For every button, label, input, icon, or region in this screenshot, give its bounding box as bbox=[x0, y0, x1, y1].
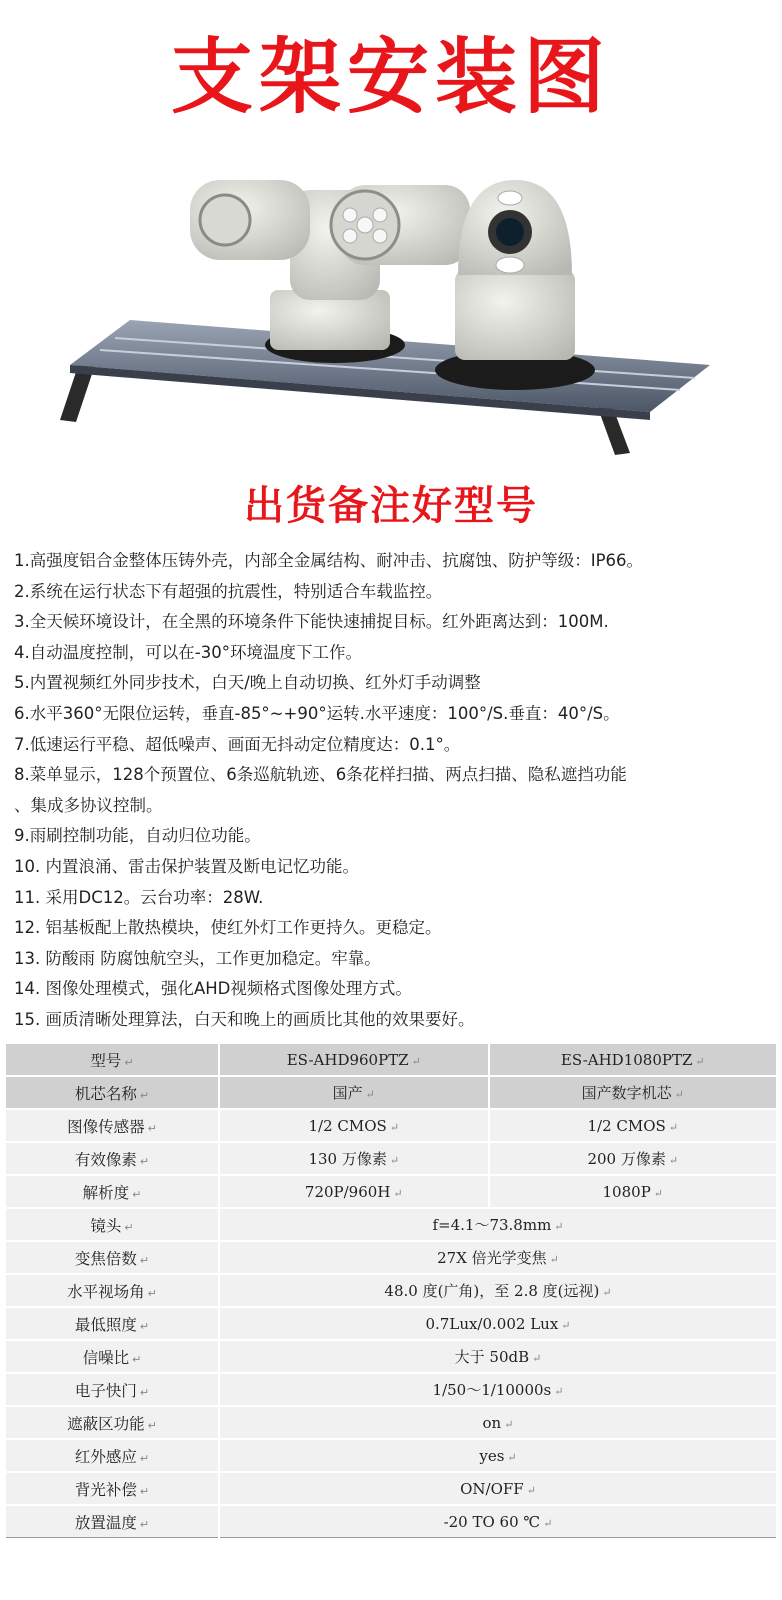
feature-list bbox=[14, 546, 774, 1036]
feature-item: 3.全天候环境设计，在全黑的环境条件下能快速捕捉目标。红外距离达到：100M. bbox=[14, 612, 609, 632]
spec-value: 48.0 度(广角)，至 2.8 度(远视) ↵ bbox=[219, 1274, 777, 1307]
table-row bbox=[5, 1340, 777, 1373]
feature-item: 6.水平360°无限位运转，垂直-85°~+90°运转.水平速度：100°/S.垂直：40°/S。 bbox=[14, 703, 620, 723]
spec-label: 电子快门 ↵ bbox=[5, 1373, 219, 1406]
spec-label: 解析度 ↵ bbox=[5, 1175, 219, 1208]
table-row bbox=[5, 1076, 777, 1109]
spec-label: 机芯名称 ↵ bbox=[5, 1076, 219, 1109]
feature-item: 2.系统在运行状态下有超强的抗震性，特别适合车载监控。 bbox=[14, 581, 443, 601]
spec-value: 0.7Lux/0.002 Lux ↵ bbox=[219, 1307, 777, 1340]
spec-value-model-b: 200 万像素 ↵ bbox=[489, 1142, 777, 1175]
table-row bbox=[5, 1175, 777, 1208]
table-row bbox=[5, 1208, 777, 1241]
feature-item: 7.低速运行平稳、超低噪声、画面无抖动定位精度达：0.1°。 bbox=[14, 734, 461, 754]
spec-label: 型号 ↵ bbox=[5, 1043, 219, 1076]
feature-item: 4.自动温度控制，可以在-30°环境温度下工作。 bbox=[14, 642, 362, 662]
product-photo bbox=[40, 150, 740, 480]
spec-value: 27X 倍光学变焦 ↵ bbox=[219, 1241, 777, 1274]
spec-label: 红外感应 ↵ bbox=[5, 1439, 219, 1472]
spec-value-model-b: ES-AHD1080PTZ ↵ bbox=[489, 1043, 777, 1076]
spec-label: 镜头 ↵ bbox=[5, 1208, 219, 1241]
spec-value-model-b: 国产数字机芯 ↵ bbox=[489, 1076, 777, 1109]
spec-value: yes ↵ bbox=[219, 1439, 777, 1472]
table-row bbox=[5, 1142, 777, 1175]
table-row bbox=[5, 1274, 777, 1307]
feature-item: 、集成多协议控制。 bbox=[14, 795, 163, 815]
spec-value-model-b: 1080P ↵ bbox=[489, 1175, 777, 1208]
spec-label: 信噪比 ↵ bbox=[5, 1340, 219, 1373]
spec-value-model-a: ES-AHD960PTZ ↵ bbox=[219, 1043, 489, 1076]
table-row bbox=[5, 1406, 777, 1439]
spec-value-model-a: 国产 ↵ bbox=[219, 1076, 489, 1109]
feature-item: 10. 内置浪涌、雷击保护装置及断电记忆功能。 bbox=[14, 856, 359, 876]
feature-item: 11. 采用DC12。云台功率：28W. bbox=[14, 887, 264, 907]
shipping-note-heading: 出货备注好型号 bbox=[244, 483, 538, 529]
spec-label: 图像传感器 ↵ bbox=[5, 1109, 219, 1142]
spec-label: 放置温度 ↵ bbox=[5, 1505, 219, 1538]
feature-item: 15. 画质清晰处理算法，白天和晚上的画质比其他的效果要好。 bbox=[14, 1009, 475, 1029]
spec-value: -20 TO 60 ℃ ↵ bbox=[219, 1505, 777, 1538]
spec-value-model-a: 720P/960H ↵ bbox=[219, 1175, 489, 1208]
spec-value-model-a: 130 万像素 ↵ bbox=[219, 1142, 489, 1175]
feature-item: 5.内置视频红外同步技术，白天/晚上自动切换、红外灯手动调整 bbox=[14, 673, 481, 693]
spec-value: on ↵ bbox=[219, 1406, 777, 1439]
spec-label: 背光补偿 ↵ bbox=[5, 1472, 219, 1505]
spec-value: 1/50～1/10000s ↵ bbox=[219, 1373, 777, 1406]
table-row bbox=[5, 1439, 777, 1472]
page-title: 支架安装图 bbox=[170, 30, 611, 125]
table-row bbox=[5, 1472, 777, 1505]
table-row bbox=[5, 1241, 777, 1274]
feature-item: 14. 图像处理模式，强化AHD视频格式图像处理方式。 bbox=[14, 979, 412, 999]
spec-value: ON/OFF ↵ bbox=[219, 1472, 777, 1505]
spec-label: 最低照度 ↵ bbox=[5, 1307, 219, 1340]
feature-item: 9.雨刷控制功能，自动归位功能。 bbox=[14, 826, 261, 846]
table-row bbox=[5, 1109, 777, 1142]
table-row bbox=[5, 1373, 777, 1406]
feature-item: 1.高强度铝合金整体压铸外壳，内部全金属结构、耐冲击、抗腐蚀、防护等级：IP66。 bbox=[14, 551, 644, 570]
spec-label: 水平视场角 ↵ bbox=[5, 1274, 219, 1307]
spec-label: 遮蔽区功能 ↵ bbox=[5, 1406, 219, 1439]
feature-item: 13. 防酸雨 防腐蚀航空头，工作更加稳定。牢靠。 bbox=[14, 948, 381, 968]
table-row bbox=[5, 1505, 777, 1538]
spec-value-model-a: 1/2 CMOS ↵ bbox=[219, 1109, 489, 1142]
spec-value-model-b: 1/2 CMOS ↵ bbox=[489, 1109, 777, 1142]
feature-item: 12. 铝基板配上散热模块，使红外灯工作更持久。更稳定。 bbox=[14, 918, 442, 938]
table-row bbox=[5, 1043, 777, 1076]
feature-item: 8.菜单显示，128个预置位、6条巡航轨迹、6条花样扫描、两点扫描、隐私遮挡功能 bbox=[14, 765, 627, 785]
spec-label: 变焦倍数 ↵ bbox=[5, 1241, 219, 1274]
table-row bbox=[5, 1307, 777, 1340]
spec-table bbox=[4, 1042, 778, 1538]
spec-value: f=4.1～73.8mm ↵ bbox=[219, 1208, 777, 1241]
spec-label: 有效像素 ↵ bbox=[5, 1142, 219, 1175]
spec-value: 大于 50dB ↵ bbox=[219, 1340, 777, 1373]
